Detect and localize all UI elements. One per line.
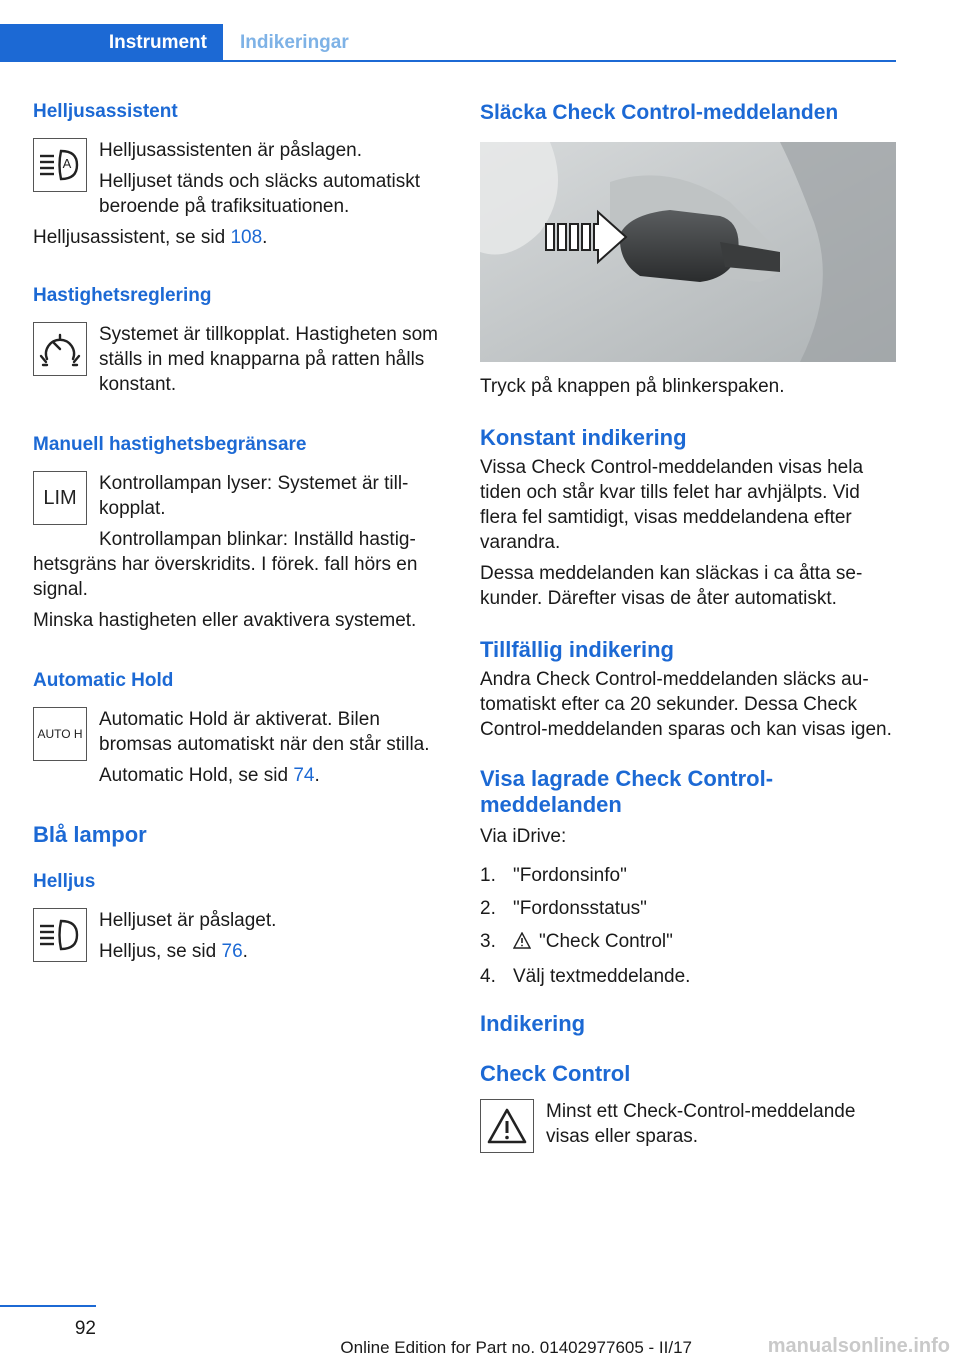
helljusassistent-line2: Helljuset tänds och släcks automatiskt beroende på trafiksituationen. xyxy=(99,171,421,217)
autohold-page-link[interactable]: 74 xyxy=(293,765,315,786)
slacka-heading: Släcka Check Control-meddelanden xyxy=(480,101,839,124)
left-column xyxy=(33,100,445,964)
watermark: manualsonline.info xyxy=(767,1335,950,1357)
check-control-text: Minst ett Check-Control-meddelande visas eller sparas. xyxy=(546,1101,856,1147)
via-idrive: Via iDrive: xyxy=(480,826,567,847)
hastighetsreglering-heading: Hastighetsreglering xyxy=(33,285,212,306)
indikering-heading: Indikering xyxy=(480,1011,586,1036)
step-item: 1. "Fordonsinfo" xyxy=(480,865,627,886)
warning-triangle-small-icon xyxy=(513,931,539,956)
helljusassistent-ref: Helljusassistent, se sid 108. xyxy=(33,227,268,248)
auto-hold-icon-text: AUTO H xyxy=(37,727,83,741)
manuell-line3: Minska hastigheten eller avaktivera systemet. xyxy=(33,610,417,631)
manuell-item xyxy=(33,471,445,521)
photo-caption: Tryck på knappen på blinkerspaken. xyxy=(480,376,785,397)
turn-signal-lever-photo xyxy=(480,142,896,362)
konstant-p2: Dessa meddelanden kan släckas i ca åtta se‐kunder. Därefter visas de åter automatiskt. xyxy=(480,563,863,609)
auto-hold-icon xyxy=(33,707,87,761)
section-helljus xyxy=(33,870,445,964)
helljusassistent-page-link[interactable]: 108 xyxy=(230,227,263,248)
high-beam-assistant-icon-letter: A xyxy=(62,156,72,171)
speed-limiter-lim-icon xyxy=(33,471,87,525)
helljusassistent-line1: Helljusassistenten är påslagen. xyxy=(99,140,362,161)
autohold-line1: Automatic Hold är aktiverat. Bilen bromsas automatiskt när den står stilla. xyxy=(99,709,430,755)
step-item: 3. "Check Control" xyxy=(480,929,896,956)
warning-triangle-icon xyxy=(480,1099,534,1153)
bla-lampor-heading: Blå lampor xyxy=(33,822,147,847)
section-autohold xyxy=(33,669,445,788)
page-number: 92 xyxy=(74,1318,96,1339)
helljus-line1: Helljuset är påslaget. xyxy=(99,910,277,931)
autohold-item xyxy=(33,707,445,788)
konstant-heading: Konstant indikering xyxy=(480,425,687,450)
manuell-heading: Manuell hastighetsbegränsare xyxy=(33,434,307,455)
tab-indikeringar[interactable]: Indikeringar xyxy=(240,32,349,53)
section-helljusassistent xyxy=(33,100,445,250)
tab-underline xyxy=(223,60,896,62)
high-beam-assistant-icon xyxy=(33,138,87,192)
hastighetsreglering-item xyxy=(33,322,445,397)
helljus-item xyxy=(33,908,445,964)
lim-icon-text: LIM xyxy=(43,486,77,509)
high-beam-icon xyxy=(33,908,87,962)
tillfallig-p1: Andra Check Control-meddelanden släcks au‐tomatiskt efter ca 20 sekunder. Dessa Check Control-meddelanden sparas och kan visas igen. xyxy=(480,669,892,740)
step-item: 2. "Fordonsstatus" xyxy=(480,898,647,919)
header-tabs xyxy=(0,24,896,62)
manuell-line1: Kontrollampan lyser: Systemet är till‐kopplat. xyxy=(99,473,409,519)
tab-instrument[interactable]: Instrument xyxy=(0,24,223,62)
helljusassistent-item xyxy=(33,138,445,219)
right-column xyxy=(480,100,896,1149)
helljus-heading: Helljus xyxy=(33,871,96,892)
tillfallig-heading: Tillfällig indikering xyxy=(480,637,674,662)
check-control-item xyxy=(480,1099,896,1149)
helljusassistent-heading: Helljusassistent xyxy=(33,101,178,122)
edition-text: Online Edition for Part no. 01402977605 - II/17 xyxy=(340,1338,692,1357)
step-item: 4. Välj textmeddelande. xyxy=(480,966,691,987)
konstant-p1: Vissa Check Control-meddelanden visas hela tiden och står kvar tills felet har avhjälpts. Vid flera fel samtidigt, visas meddelandena efter varandra. xyxy=(480,457,864,553)
visa-heading: Visa lagrade Check Control-meddelanden xyxy=(480,766,774,817)
footer-line xyxy=(0,1305,96,1307)
cruise-control-icon xyxy=(33,322,87,376)
section-manuell xyxy=(33,433,445,633)
autohold-ref: Automatic Hold, se sid 74. xyxy=(99,765,320,786)
check-control-heading: Check Control xyxy=(480,1061,631,1086)
autohold-heading: Automatic Hold xyxy=(33,670,174,691)
section-hastighetsreglering xyxy=(33,284,445,397)
helljus-ref: Helljus, se sid 76. xyxy=(99,941,248,962)
hastighetsreglering-text: Systemet är tillkopplat. Hastigheten som ställs in med knapparna på ratten hålls konstant. xyxy=(99,324,438,395)
steps-list xyxy=(480,863,896,989)
manuell-line2: Kontrollampan blinkar: Inställd hastig‐hetsgräns har överskridits. I förek. fall hörs en signal. xyxy=(33,529,418,600)
helljus-page-link[interactable]: 76 xyxy=(221,941,243,962)
